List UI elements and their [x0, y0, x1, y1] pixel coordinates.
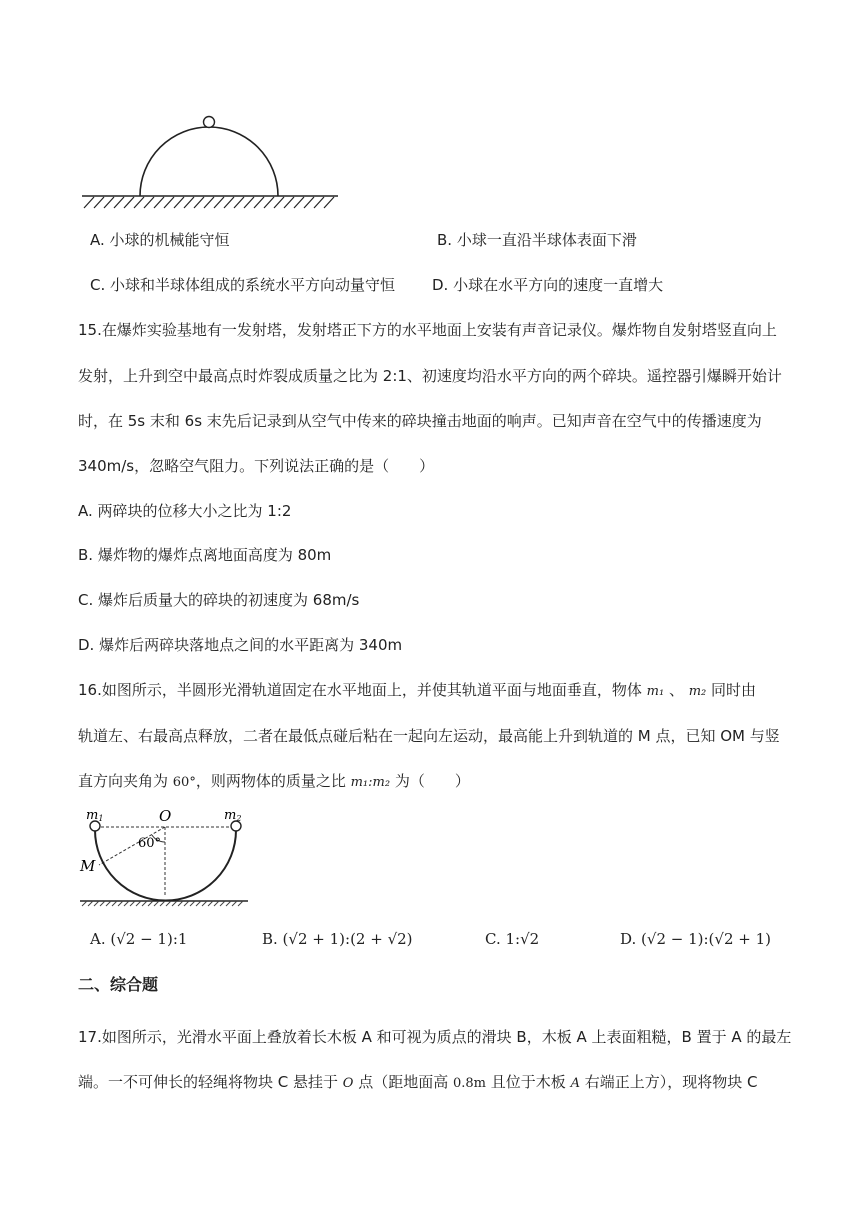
q17-line-2-end: 右端正上方），现将物块 C [579, 1073, 758, 1091]
m1-label: m1 [86, 808, 104, 823]
q14-option-d: D. 小球在水平方向的速度一直增大 [432, 276, 664, 294]
q15-option-b: B. 爆炸物的爆炸点离地面高度为 80m [78, 546, 332, 564]
q16-line-1 [78, 680, 756, 702]
q15-line-4: 340m/s，忽略空气阻力。下列说法正确的是（ ） [78, 457, 435, 475]
q17-line-2-mid1: 点（距地面高 [353, 1073, 453, 1091]
q16-line-1-end: 同时由 [706, 681, 757, 699]
hemisphere-outline [140, 127, 278, 196]
q16-angle: 60° [172, 775, 196, 790]
q16-option-d: D. (√2 − 1):(√2 + 1) [620, 930, 771, 948]
q17-height: 0.8m [453, 1076, 487, 1091]
q15-line-1: 15.在爆炸实验基地有一发射塔，发射塔正下方的水平地面上安装有声音记录仪。爆炸物自发射塔竖直向上 [78, 321, 777, 339]
m2-label: m2 [224, 808, 242, 823]
q16-line-1-text: 16.如图所示，半圆形光滑轨道固定在水平地面上，并使其轨道平面与地面垂直，物体 [78, 681, 647, 699]
q16-m1: m₁ [646, 684, 665, 699]
q16-line-3-text: 直方向夹角为 [78, 772, 173, 790]
q14-option-c: C. 小球和半球体组成的系统水平方向动量守恒 [90, 276, 396, 294]
q14-option-a: A. 小球的机械能守恒 [90, 231, 230, 249]
q17-line-2-text: 端。一不可伸长的轻绳将物块 C 悬挂于 [78, 1073, 343, 1091]
semicircle-track-figure [78, 808, 253, 910]
q17-line-1: 17.如图所示，光滑水平面上叠放着长木板 A 和可视为质点的滑块 B，木板 A 上表面粗糙，B 置于 A 的最左 [78, 1028, 792, 1046]
q15-line-2: 发射，上升到空中最高点时炸裂成质量之比为 2:1、初速度均沿水平方向的两个碎块。遥控器引爆瞬开始计 [78, 367, 782, 385]
q15-line-3: 时，在 5s 末和 6s 末先后记录到从空气中传来的碎块撞击地面的响声。已知声音在空气中的传播速度为 [78, 412, 762, 430]
q17-board-a: A [570, 1076, 580, 1091]
q15-option-a: A. 两碎块的位移大小之比为 1:2 [78, 502, 292, 520]
small-ball [204, 117, 215, 128]
m-point-label: M [80, 857, 96, 875]
ground-hatching [82, 901, 243, 906]
q17-line-2 [78, 1072, 757, 1094]
q16-line-2: 轨道左、右最高点释放，二者在最低点碰后粘在一起向左运动，最高能上升到轨道的 M 点，已知 OM 与竖 [78, 727, 780, 745]
q16-separator: 、 [664, 681, 689, 699]
q16-option-c: C. 1:√2 [485, 930, 540, 948]
q15-option-c: C. 爆炸后质量大的碎块的初速度为 68m/s [78, 591, 360, 609]
o-label: O [159, 808, 172, 825]
q17-point-o: O [342, 1076, 354, 1091]
section-heading: 二、综合题 [78, 975, 159, 994]
angle-label: 60° [138, 836, 162, 851]
q16-line-3 [78, 771, 470, 793]
hemisphere-figure [70, 108, 350, 218]
q15-option-d: D. 爆炸后两碎块落地点之间的水平距离为 340m [78, 636, 403, 654]
q16-line-3-mid: ，则两物体的质量之比 [195, 772, 351, 790]
q16-option-a: A. (√2 − 1):1 [90, 930, 188, 948]
ground-hatching [84, 197, 334, 208]
q14-option-b: B. 小球一直沿半球体表面下滑 [437, 231, 637, 249]
q17-line-2-mid2: 且位于木板 [486, 1073, 571, 1091]
q16-line-3-end: 为（ ） [390, 772, 470, 790]
q16-option-b: B. (√2 + 1):(2 + √2) [262, 930, 413, 948]
q16-mass-ratio: m₁:m₂ [350, 775, 391, 790]
q16-m2: m₂ [688, 684, 707, 699]
